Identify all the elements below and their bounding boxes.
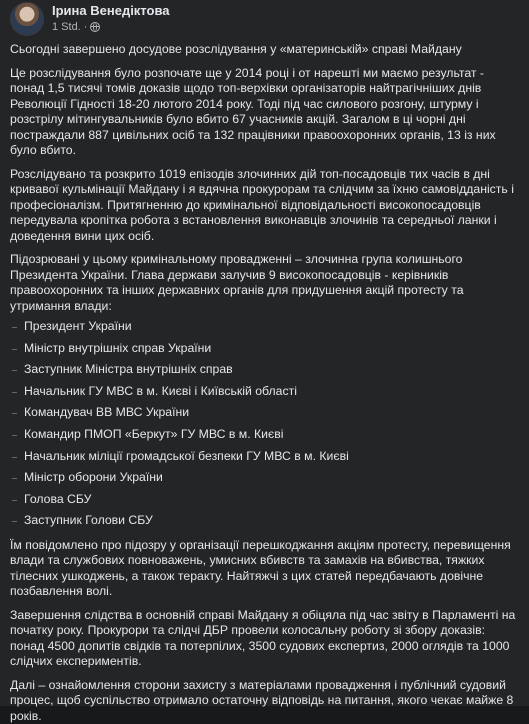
list-item: Президент України [10, 316, 519, 338]
post-meta [52, 2, 170, 34]
post-paragraph: Підозрювані у цьому кримінальному провадженні – злочинна група колишнього Президента України. Глава держави залучив 9 високопосадовців - керівників правоохоронних та інших державних органів для придушення акцій протесту та утримання влади: [10, 252, 464, 313]
globe-icon[interactable] [90, 22, 100, 32]
list-item: Начальник міліції громадської безпеки ГУ МВС в м. Києві [10, 446, 519, 468]
post-paragraph: Це розслідування було розпочате ще у 2014 році і от нарешті ми маємо результат - понад 1,5 тисячі томів доказів щодо топ-верхівки організаторів найтрагічніших днів Революції Гідності 18-20 лютого 2014 року. Тоді під час силового розгону, штурму і розстрілу мітингувальників було вбито 67 учасників акцій. Загалом в ці чорні дні постраждали 887 цивільних осіб та 132 працівники правоохоронних органів, 13 із них було вбито. [10, 65, 496, 157]
list-item: Міністр внутрішніх справ України [10, 338, 519, 360]
author-avatar[interactable] [10, 2, 44, 36]
post-body [10, 42, 519, 724]
list-item: Заступник Голови СБУ [10, 510, 519, 532]
post-paragraph: Завершення слідства в основній справі Майдану я обіцяла під час звіту в Парламенті на початку року. Прокурори та слідчі ДБР провели колосальну роботу зі збору доказів: понад 4500 допитів свідків та потерпілих, 3500 судових експертиз, 2000 оглядів та 1000 слідчих експериментів. [10, 607, 516, 669]
post-paragraph: Далі – ознайомлення сторони захисту з матеріалами провадження і публічний судовий процес, щоб суспільство отримало остаточну відповідь на питання, якого чекає майже 8 років. [10, 677, 514, 723]
meta-separator: · [83, 21, 88, 33]
list-item: Командувач ВВ МВС України [10, 402, 519, 424]
list-item: Начальник ГУ МВС в м. Києві і Київській області [10, 381, 519, 403]
post-timestamp-line [52, 20, 170, 34]
post-intro: Сьогодні завершено досудове розслідування у «материнській» справі Майдану [10, 42, 462, 56]
post-paragraph: Їм повідомлено про підозру у організації перешкоджання акціям протесту, перевищення влади та службових повноважень, умисних вбивств та замахів на вбивства, тяжких тілесних ушкоджень, а також теракту. Найтяжчі з цих статей передбачають довічне позбавлення волі. [10, 537, 511, 599]
post-paragraph: Розслідувано та розкрито 1019 епізодів злочинних дій топ-посадовців тих часів в дні кривавої кульмінації Майдану і я вдячна прокурорам та слідчим за їхню самовідданість і професіоналізм. Притягненню до кримінальної відповідальності високопосадовців передувала кропітка робота з встановлення виконавців злочинів та середньої ланки і доведення вини цих осіб. [10, 166, 514, 243]
list-item: Міністр оборони України [10, 467, 519, 489]
post-header [10, 0, 519, 42]
author-name[interactable]: Ірина Венедіктова [52, 3, 170, 18]
list-item: Голова СБУ [10, 489, 519, 511]
list-item: Заступник Міністра внутрішніх справ [10, 359, 519, 381]
post-time[interactable]: 1 Std. [52, 21, 81, 33]
suspects-list [10, 316, 519, 532]
list-item: Командир ПМОП «Беркут» ГУ МВС в м. Києві [10, 424, 519, 446]
